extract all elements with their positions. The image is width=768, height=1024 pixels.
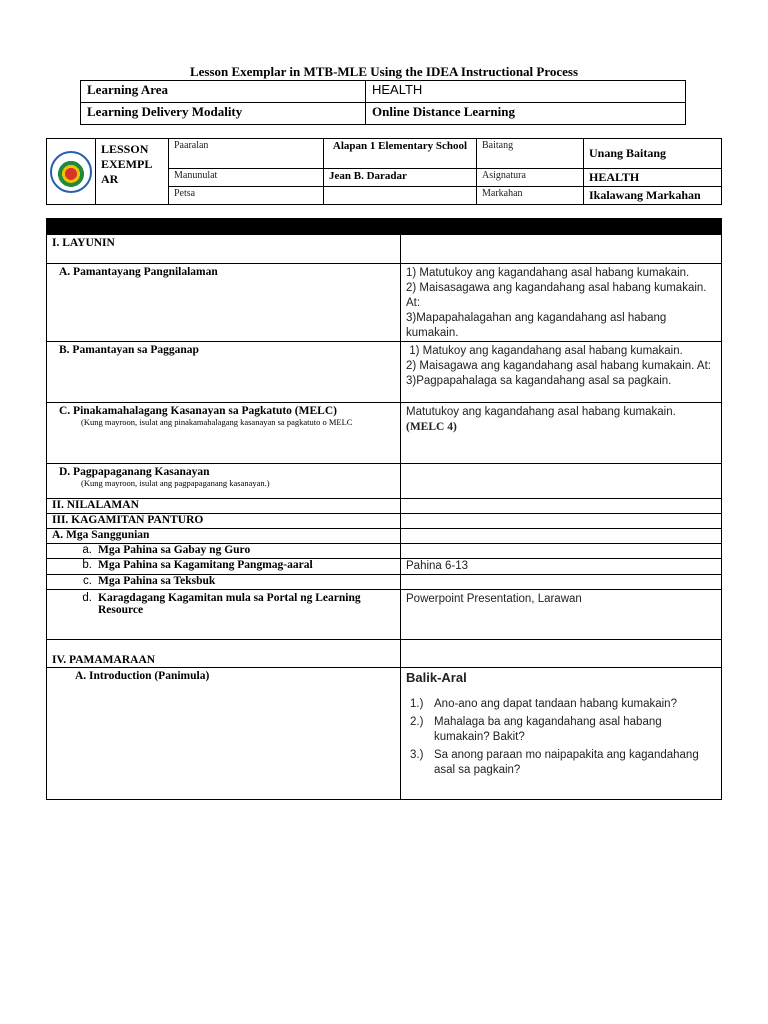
asignatura-value: HEALTH (584, 169, 722, 187)
list-item: 3.) Sa anong paraan mo naipapakita ang kagandahang asal sa pagkain? (410, 749, 699, 776)
nilalaman-heading: II. NILALAMAN (47, 499, 401, 514)
reference-item-value (401, 575, 722, 590)
reference-item-label: d. Karagdagang Kagamitan mula sa Portal ng Learning Resource (47, 590, 401, 640)
modality-label: Learning Delivery Modality (81, 103, 366, 125)
markahan-label: Markahan (477, 187, 584, 205)
reference-item-value: Pahina 6-13 (401, 559, 722, 575)
manunulat-label: Manunulat (169, 169, 324, 187)
lesson-info-table (46, 138, 722, 205)
pagpapaganang-note: (Kung mayroon, isulat ang pagpapaganang kasanayan.) (81, 478, 270, 488)
pamamaraan-heading: IV. PAMAMARAAN (47, 640, 401, 668)
markahan-value: Ikalawang Markahan (584, 187, 722, 205)
learning-area-value: HEALTH (366, 81, 686, 103)
melc-cell (47, 403, 401, 464)
list-item: 2.) Mahalaga ba ang kagandahang asal habang kumakain? Bakit? (410, 716, 662, 743)
list-item: 1.) Ano-ano ang dapat tandaan habang kumakain? (410, 698, 677, 710)
reference-item-value: Powerpoint Presentation, Larawan (401, 590, 722, 640)
paaralan-value: Alapan 1 Elementary School (324, 139, 477, 169)
petsa-label: Petsa (169, 187, 324, 205)
school-seal-cell (47, 139, 96, 205)
school-seal-icon (50, 151, 92, 193)
petsa-value (324, 187, 477, 205)
document-title: Lesson Exemplar in MTB-MLE Using the IDEA Instructional Process (189, 64, 579, 79)
paaralan-label: Paaralan (169, 139, 324, 169)
reference-item-value (401, 544, 722, 559)
modality-value: Online Distance Learning (366, 103, 686, 125)
learning-area-label: Learning Area (81, 81, 366, 103)
header-bar-right (401, 219, 722, 235)
baitang-label: Baitang (477, 139, 584, 169)
introduction-content (401, 668, 722, 800)
manunulat-value: Jean B. Daradar (324, 169, 477, 187)
reference-item-label: b. Mga Pahina sa Kagamitang Pangmag-aaral (47, 559, 401, 575)
baitang-value: Unang Baitang (584, 139, 722, 169)
asignatura-label: Asignatura (477, 169, 584, 187)
reference-item-label: a. Mga Pahina sa Gabay ng Guro (47, 544, 401, 559)
sanggunian-heading: A. Mga Sanggunian (47, 529, 401, 544)
layunin-heading: I. LAYUNIN (47, 235, 401, 264)
melc-tag: (MELC 4) (406, 421, 457, 433)
balik-aral-heading: Balik-Aral (406, 670, 467, 685)
introduction-label: A. Introduction (Panimula) (47, 668, 401, 800)
lesson-plan-table (46, 218, 722, 800)
review-questions-list (406, 697, 716, 778)
header-bar-left (47, 219, 401, 235)
learning-area-table (80, 80, 686, 125)
pamantayang-pangnilalaman-value: 1) Matutukoy ang kagandahang asal habang kumakain. 2) Maisasagawa ang kagandahang asal habang kumakain. At: 3)Mapapahalagahan ang kagandahang asl habang kumakain. (401, 264, 722, 342)
melc-label: C. Pinakamahalagang Kasanayan sa Pagkatuto (MELC) (59, 405, 337, 417)
pamantayan-pagganap-value: 1) Matukoy ang kagandahang asal habang kumakain. 2) Maisagawa ang kagandahang asal habang kumakain. At: 3)Pagpapahalaga sa kagandahang asal sa pagkain. (401, 342, 722, 403)
pamantayan-pagganap-label: B. Pamantayan sa Pagganap (47, 342, 401, 403)
pagpapaganang-label: D. Pagpapaganang Kasanayan (59, 466, 210, 478)
melc-note: (Kung mayroon, isulat ang pinakamahalagang kasanayan sa pagkatuto o MELC (81, 417, 353, 427)
lesson-exemplar-label: LESSON EXEMPL AR (96, 139, 169, 205)
melc-value: Matutukoy ang kagandahang asal habang kumakain. (MELC 4) (401, 403, 722, 464)
kagamitan-heading: III. KAGAMITAN PANTURO (47, 514, 401, 529)
pagpapaganang-cell (47, 464, 401, 499)
reference-item-label: c. Mga Pahina sa Teksbuk (47, 575, 401, 590)
pamantayang-pangnilalaman-label: A. Pamantayang Pangnilalaman (47, 264, 401, 342)
